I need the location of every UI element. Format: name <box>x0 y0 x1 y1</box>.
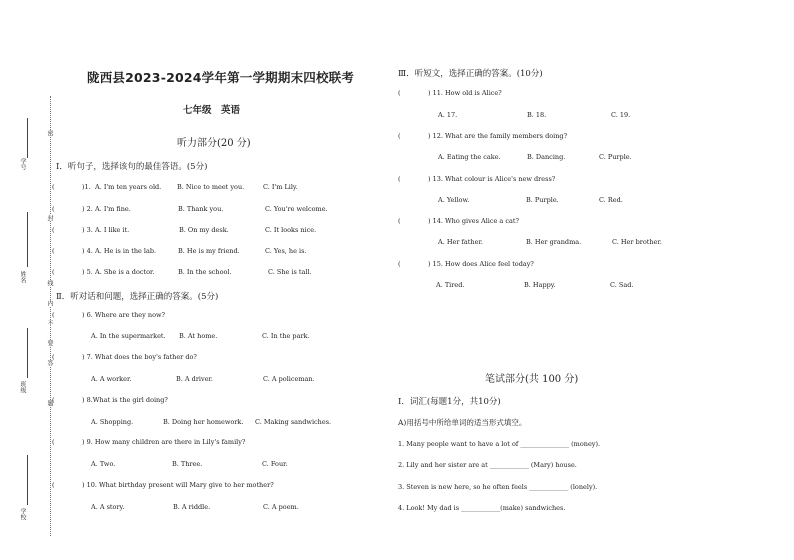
question-text: ) 6. Where are they now? <box>82 311 166 319</box>
answer-paren[interactable]: ( <box>398 217 401 225</box>
exam-title: 陇西县2023-2024学年第一学期期末四校联考 <box>87 70 355 85</box>
option-a: A. A worker. <box>91 375 132 383</box>
seal-mark: 要 <box>46 340 53 346</box>
answer-paren[interactable]: ( <box>52 438 55 446</box>
answer-paren[interactable]: ( <box>52 353 55 361</box>
option-a: A. A story. <box>91 503 125 511</box>
option-b: B. A driver. <box>176 375 213 383</box>
answer-paren[interactable]: ( <box>52 481 55 489</box>
answer-paren[interactable]: ( <box>398 89 401 97</box>
question-text: ) 15. How does Alice feel today? <box>428 260 534 268</box>
binding-line-4 <box>27 455 28 505</box>
writing-sub-a: A)用括号中所给单词的适当形式填空。 <box>398 418 527 427</box>
seal-mark: 不 <box>46 320 53 326</box>
option-a: A. Yellow. <box>438 196 470 204</box>
option-a: A. I'm fine. <box>95 205 131 213</box>
part3-instruction: Ⅲ．听短文，选择正确的答案。(10分) <box>398 69 543 79</box>
option-a: A. Her father. <box>438 238 483 246</box>
seal-mark: 答 <box>46 360 53 366</box>
option-c: C. Four. <box>262 460 288 468</box>
option-b: B. Nice to meet you. <box>177 183 245 191</box>
field-label-name: 姓名 <box>19 271 26 283</box>
seal-mark: 题 <box>46 400 53 406</box>
option-b: B. He is my friend. <box>178 247 240 255</box>
option-b: B. Doing her homework. <box>163 418 244 426</box>
option-a: A. Tired. <box>436 281 465 289</box>
grade-subject: 七年级 英语 <box>183 105 241 116</box>
answer-paren[interactable]: ( <box>52 247 55 255</box>
option-c: C. She is tall. <box>268 268 312 276</box>
option-c: C. Sad. <box>610 281 634 289</box>
question-text: ) 11. How old is Alice? <box>428 89 502 97</box>
binding-line-2 <box>27 212 28 267</box>
field-label-student-id: 学号 <box>19 158 26 170</box>
option-c: C. 19. <box>611 111 631 119</box>
answer-paren[interactable]: ( <box>52 311 55 319</box>
question-number: ) 5. <box>82 268 93 276</box>
option-c: C. Red. <box>599 196 623 204</box>
listening-heading: 听力部分(20 分) <box>177 138 251 149</box>
option-a: A. Shopping. <box>91 418 134 426</box>
question-text: ) 7. What does the boy's father do? <box>82 353 197 361</box>
binding-line-1 <box>27 118 28 158</box>
option-b: B. Her grandma. <box>526 238 582 246</box>
answer-paren[interactable]: ( <box>52 226 55 234</box>
option-c: C. A poem. <box>263 503 299 511</box>
option-c: C. I'm Lily. <box>263 183 298 191</box>
option-a: A. In the supermarket. <box>91 332 166 340</box>
option-a: A. She is a doctor. <box>95 268 155 276</box>
vocab-item-2[interactable]: 2. Lily and her sister are at ____________ (Mary) house. <box>398 461 577 469</box>
field-label-school: 学校 <box>19 508 26 520</box>
part2-instruction: Ⅱ．听对话和问题，选择正确的答案。(5分) <box>56 292 219 302</box>
answer-paren[interactable]: ( <box>398 175 401 183</box>
option-a: A. I like it. <box>95 226 130 234</box>
option-a: A. He is in the lab. <box>95 247 157 255</box>
option-a: A. I'm ten years old. <box>95 183 162 191</box>
answer-paren[interactable]: ( <box>52 268 55 276</box>
option-c: C. A policeman. <box>263 375 315 383</box>
answer-paren[interactable]: ( <box>398 132 401 140</box>
seal-dotted-line <box>50 96 51 536</box>
option-c: C. It looks nice. <box>265 226 317 234</box>
seal-mark: 密 <box>46 130 53 136</box>
option-b: B. Thank you. <box>178 205 224 213</box>
question-text: ) 9. How many children are there in Lily's family? <box>82 438 246 446</box>
answer-paren[interactable]: ( <box>52 205 55 213</box>
binding-line-3 <box>27 328 28 378</box>
option-b: B. Dancing. <box>527 153 566 161</box>
option-a: A. 17. <box>438 111 458 119</box>
question-text: ) 13. What colour is Alice's new dress? <box>428 175 556 183</box>
answer-paren[interactable]: ( <box>52 183 55 191</box>
option-c: C. Purple. <box>599 153 632 161</box>
question-text: ) 12. What are the family members doing? <box>428 132 568 140</box>
question-number: )1. <box>82 183 91 191</box>
option-c: C. Making sandwiches. <box>255 418 332 426</box>
question-number: ) 4. <box>82 247 93 255</box>
option-a: A. Two. <box>91 460 116 468</box>
seal-mark: 封 <box>46 215 53 221</box>
question-number: ) 2. <box>82 205 93 213</box>
option-b: B. Purple. <box>526 196 559 204</box>
vocab-item-3[interactable]: 3. Steven is new here, so he often feels ____________ (lonely). <box>398 483 598 491</box>
option-a: A. Eating the cake. <box>438 153 501 161</box>
vocab-item-4[interactable]: 4. Look! My dad is ____________(make) sandwiches. <box>398 504 566 512</box>
answer-paren[interactable]: ( <box>52 396 55 404</box>
option-c: C. Her brother. <box>612 238 662 246</box>
writing-part1-instruction: Ⅰ．词汇(每题1分，共10分) <box>398 397 501 407</box>
vocab-item-1[interactable]: 1. Many people want to have a lot of _______________ (money). <box>398 440 601 448</box>
question-text: ) 14. Who gives Alice a cat? <box>428 217 519 225</box>
question-number: ) 3. <box>82 226 93 234</box>
option-b: B. Three. <box>172 460 203 468</box>
option-b: B. A riddle. <box>173 503 211 511</box>
question-text: ) 10. What birthday present will Mary give to her mother? <box>82 481 274 489</box>
part1-instruction: Ⅰ．听句子，选择该句的最佳答语。(5分) <box>56 162 208 172</box>
option-b: B. Happy. <box>524 281 556 289</box>
seal-mark: 线 <box>46 280 53 286</box>
option-b: B. At home. <box>179 332 218 340</box>
option-b: B. 18. <box>527 111 547 119</box>
option-b: B. In the school. <box>178 268 232 276</box>
option-c: C. Yes, he is. <box>265 247 307 255</box>
option-c: C. You're welcome. <box>265 205 328 213</box>
writing-heading: 笔试部分(共 100 分) <box>485 374 579 385</box>
option-b: B. On my desk. <box>179 226 229 234</box>
option-c: C. In the park. <box>262 332 310 340</box>
question-text: ) 8.What is the girl doing? <box>82 396 168 404</box>
answer-paren[interactable]: ( <box>398 260 401 268</box>
field-label-class: 班级 <box>19 381 26 393</box>
seal-mark: 内 <box>46 300 53 306</box>
